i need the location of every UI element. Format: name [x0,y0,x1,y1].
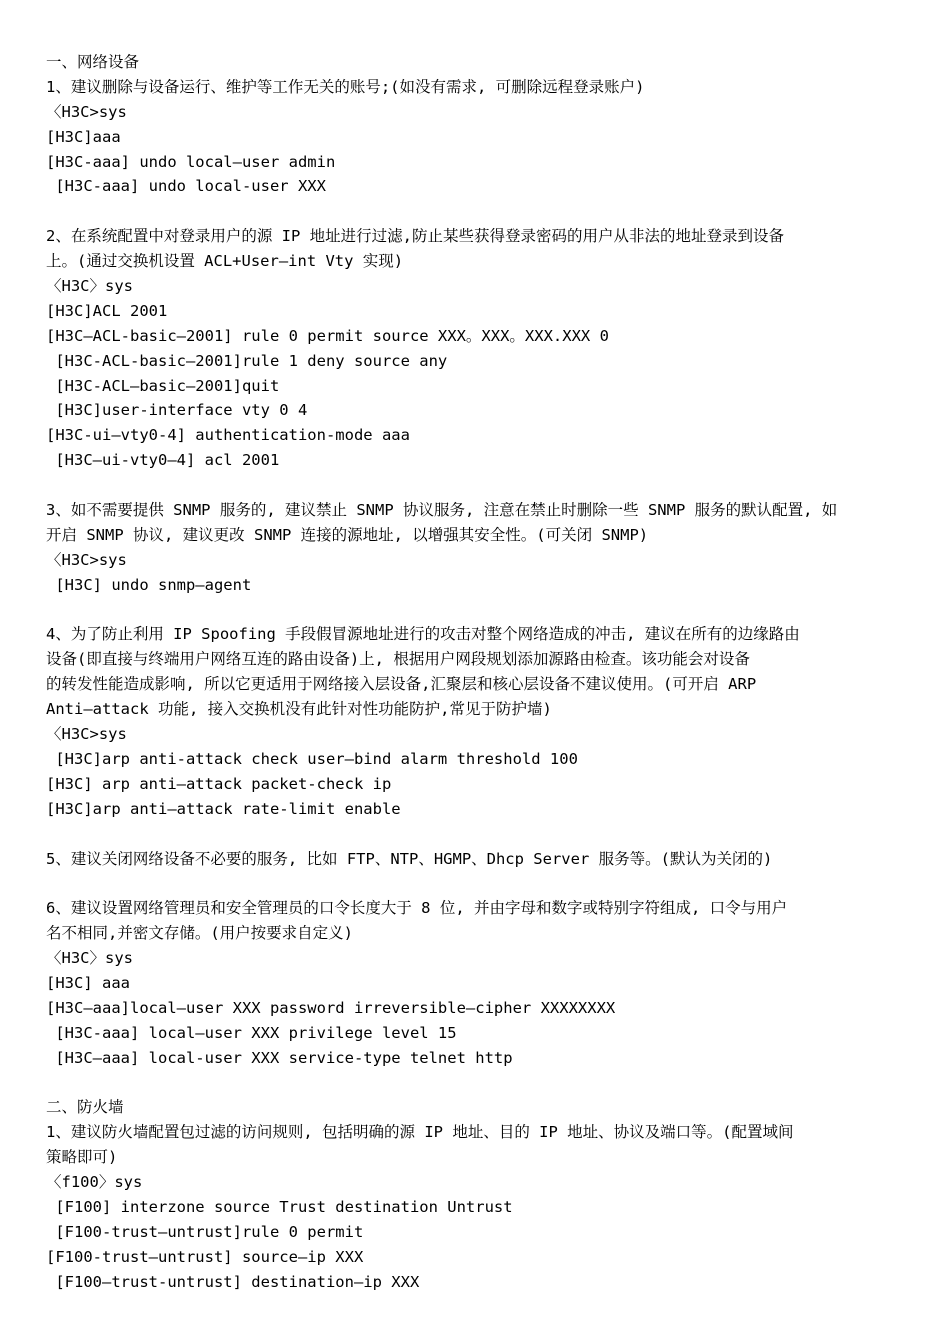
text-line: [H3C-aaa] undo local—user admin [46,152,336,171]
text-line: 设备(即直接与终端用户网络互连的路由设备)上, 根据用户网段规划添加源路由检查。该功能会对设备 [46,650,750,669]
blank-line [46,822,910,847]
text-line: 6、建议设置网络管理员和安全管理员的口令长度大于 8 位, 并由字母和数字或特别字符组成, 口令与用户 [46,899,788,918]
text-line: [H3C]arp anti—attack rate-limit enable [46,799,401,818]
text-line: [H3C—ACL-basic—2001] rule 0 permit source XXX。XXX。XXX.XXX 0 [46,326,609,345]
text-line: 的转发性能造成影响, 所以它更适用于网络接入层设备,汇聚层和核心层设备不建议使用。(可开启 ARP [46,675,757,694]
text-line: [H3C—ui-vty0—4] acl 2001 [46,451,280,470]
text-line: [H3C-aaa] undo local-user XXX [46,177,326,196]
text-line: 策略即可) [46,1148,118,1167]
text-line: [F100] interzone source Trust destination Untrust [46,1197,513,1216]
text-line: [H3C] arp anti—attack packet-check ip [46,774,392,793]
text-line: [F100-trust—untrust] source—ip XXX [46,1247,364,1266]
text-line: [H3C-ACL-basic—2001]rule 1 deny source any [46,351,448,370]
blank-line [46,473,910,498]
text-line: [H3C—aaa]local—user XXX password irreversible—cipher XXXXXXXX [46,998,616,1017]
text-line: Anti—attack 功能, 接入交换机没有此针对性功能防护,常见于防护墙) [46,700,552,719]
text-line: 5、建议关闭网络设备不必要的服务, 比如 FTP、NTP、HGMP、Dhcp Server 服务等。(默认为关闭的) [46,849,773,868]
text-line: [H3C-ACL—basic—2001]quit [46,376,280,395]
text-line: 〈H3C>sys [46,725,127,744]
text-line: [H3C] aaa [46,973,130,992]
text-line: 上。(通过交换机设置 ACL+User—int Vty 实现) [46,252,404,271]
text-line: [H3C-aaa] local—user XXX privilege level 15 [46,1023,457,1042]
text-line: [H3C]arp anti-attack check user—bind alarm threshold 100 [46,749,578,768]
text-line: [H3C]aaa [46,127,121,146]
text-line: 二、防火墙 [46,1098,124,1117]
text-line: 〈H3C〉sys [46,949,133,968]
text-line: [H3C—aaa] local-user XXX service-type telnet http [46,1048,513,1067]
text-line: 一、网络设备 [46,53,140,71]
text-line: 3、如不需要提供 SNMP 服务的, 建议禁止 SNMP 协议服务, 注意在禁止时删除一些 SNMP 服务的默认配置, 如 [46,501,838,520]
text-line: 〈H3C>sys [46,550,127,569]
text-line: 2、在系统配置中对登录用户的源 IP 地址进行过滤,防止某些获得登录密码的用户从非法的地址登录到设备 [46,227,784,246]
text-line: 1、建议防火墙配置包过滤的访问规则, 包括明确的源 IP 地址、目的 IP 地址、协议及端口等。(配置域间 [46,1123,794,1142]
blank-line [46,598,910,623]
text-line: 〈H3C>sys [46,102,127,121]
text-line: [F100—trust-untrust] destination—ip XXX [46,1272,420,1291]
text-line: [H3C]ACL 2001 [46,301,168,320]
text-line: [H3C-ui—vty0-4] authentication-mode aaa [46,426,410,445]
text-line: 4、为了防止利用 IP Spoofing 手段假冒源地址进行的攻击对整个网络造成的冲击, 建议在所有的边缘路由 [46,625,800,644]
blank-line [46,199,910,224]
text-line: [F100-trust—untrust]rule 0 permit [46,1222,364,1241]
text-line: 〈f100〉sys [46,1173,143,1192]
blank-line [46,871,910,896]
text-line: 〈H3C〉sys [46,277,133,296]
blank-line [46,1071,910,1096]
text-line: 1、建议删除与设备运行、维护等工作无关的账号;(如没有需求, 可删除远程登录账户) [46,77,645,96]
text-line: [H3C]user-interface vty 0 4 [46,401,308,420]
text-line: 开启 SNMP 协议, 建议更改 SNMP 连接的源地址, 以增强其安全性。(可关闭 SNMP) [46,525,649,544]
text-line: [H3C] undo snmp—agent [46,575,252,594]
text-line: 名不相同,并密文存储。(用户按要求自定义) [46,924,353,943]
